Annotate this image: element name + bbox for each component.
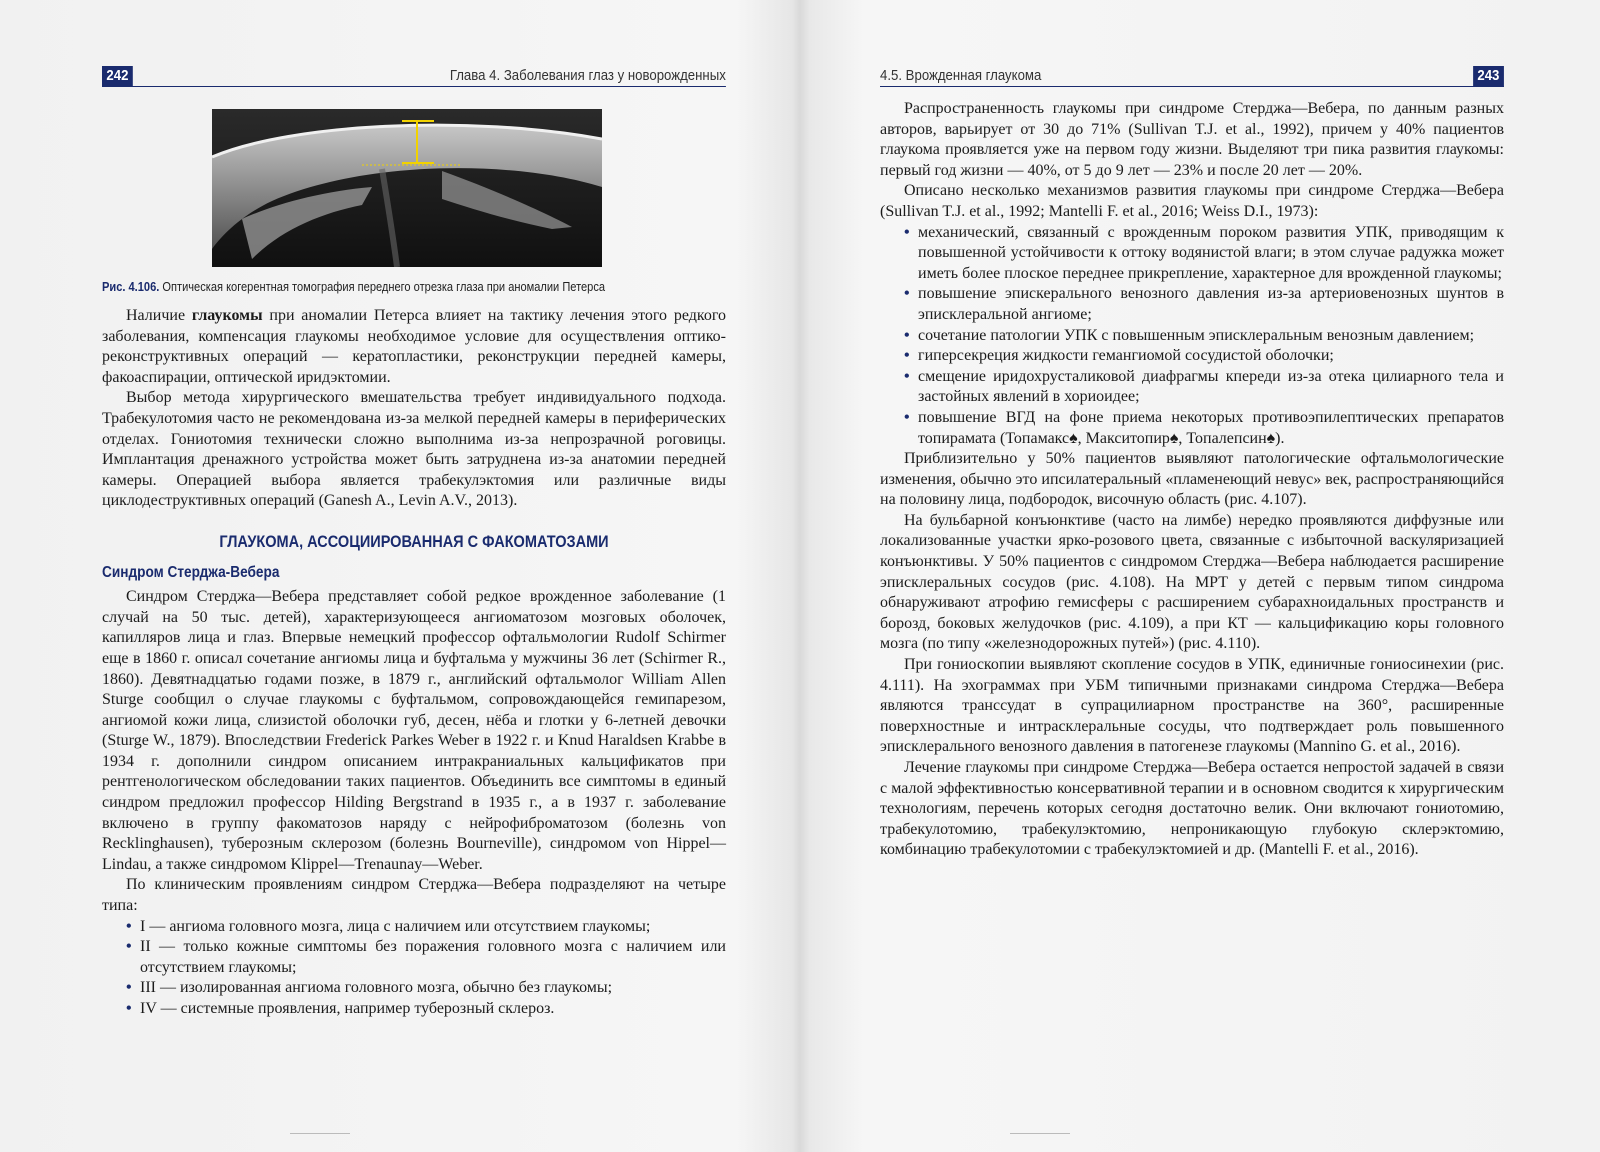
paragraph: Лечение глаукомы при синдроме Стерджа—Вебера остается непростой задачей в связи с малой эффективностью консервативной терапии и в основном сводится к хирургическим технологиям, перечень которых сегодня достаточно велик. Они включают гониотомию, трабекулотомию, трабекулэктомию, непроникающую глубокую склерэктомию, комбинацию трабекулотомии с трабекулэктомией и др. (Mantelli F. et al., 2016). [880,759,1504,859]
paragraph: Наличие глаукомы при аномалии Петерса влияет на тактику лечения этого редкого заболевания, компенсация глаукомы необходимое условие для осуществления оптико-реконструктивных операций — кератопластики, реконструкции передней камеры, факоаспирации, оптической иридэктомии. [102,307,726,386]
type-list [102,917,726,1020]
list-item: • механический, связанный с врожденным пороком развития УПК, приводящим к повышенной устойчивости к оттоку водянистой влаги; в этом случае радужка может иметь более плоское переднее прикрепление, характерное для врожденной глаукомы; [904,223,1504,285]
oct-figure [212,109,602,267]
running-head-right [880,62,1504,87]
page-number-right: 243 [1473,66,1504,87]
list-item: • III — изолированная ангиома головного мозга, обычно без глаукомы; [126,978,726,999]
left-page [102,62,726,1020]
figure-caption-label: Рис. 4.106. [102,279,160,294]
chapter-title: Глава 4. Заболевания глаз у новорожденных [449,67,726,84]
list-item: • II — только кожные симптомы без поражения головного мозга с наличием или отсутствием глаукомы; [126,937,726,978]
paragraph: Описано несколько механизмов развития глаукомы при синдроме Стерджа—Вебера (Sullivan T.J. et al., 1992; Mantelli F. et al., 2016; Weiss D.I., 1973): [880,182,1504,220]
running-head-left [102,62,726,87]
list-item: • I — ангиома головного мозга, лица с наличием или отсутствием глаукомы; [126,917,726,938]
paragraph: На бульбарной конъюнктиве (часто на лимбе) нередко проявляются диффузные или локализованные участки ярко-розового цвета, связанные с избыточной васкуляризацией конъюнктивы. У 50% пациентов с синдромом Стерджа—Вебера наблюдается расширение эписклеральных сосудов (рис. 4.108). На МРТ у детей с первым типом синдрома обнаруживают атрофию гемисферы с расширением субарахноидальных пространств и борозд, боковых желудочков (рис. 4.109), а при КТ — кальцификацию коры головного мозга (по типу «железнодорожных путей») (рис. 4.110). [880,511,1504,653]
page-edge-mark [1010,1133,1070,1134]
section-running-title: 4.5. Врожденная глаукома [880,67,1042,84]
paragraph: По клиническим проявлениям синдром Стерджа—Вебера подразделяют на четыре типа: [102,876,726,915]
list-item: • IV — системные проявления, например туберозный склероз. [126,999,726,1020]
paragraph: Распространенность глаукомы при синдроме Стерджа—Вебера, по данным разных авторов, варьирует от 30 до 71% (Sullivan T.J. et al., 1992), причем у 40% пациентов глаукома проявляется уже на первом году жизни. Выделяют три пика развития глаукомы: первый год жизни — 40%, от 5 до 9 лет — 23% и после 20 лет — 20%. [880,100,1504,179]
list-item: • смещение иридохрусталиковой диафрагмы кпереди из-за отека цилиарного тела и застойных явлений в хориоидее; [904,367,1504,408]
page-number-left: 242 [102,66,133,87]
list-item: • сочетание патологии УПК с повышенным эписклеральным венозным давлением; [904,326,1504,347]
paragraph: Синдром Стерджа—Вебера представляет собой редкое врожденное заболевание (1 случай на 50 тыс. детей), характеризующееся ангиоматозом мозговых оболочек, капилляров лица и глаз. Впервые немецкий профессор офтальмологии Rudolf Schirmer еще в 1860 г. описал сочетание ангиомы лица и буфтальма у мужчины 36 лет (Schirmer R., 1860). Девятнадцатью годами позже, в 1879 г., английский офтальмолог William Allen Sturge сообщил о случае глаукомы с буфтальмом, сопровождающейся гемипарезом, ангиомой кожи лица, слизистой оболочки губ, десен, нёба и глотки у 6-летней девочки (Sturge W., 1879). Впоследствии Frederick Parkes Weber в 1922 г. и Knud Haraldsen Krabbe в 1934 г. дополнили синдром описанием интракраниальных кальцификатов при рентгенологическом обследовании таких пациентов. Объединить все симптомы в единый синдром предложил профессор Hilding Bergstrand в 1935 г., а в 1937 г. заболевание включено в группу факоматозов наряду с нейрофиброматозом (болезнь von Recklinghausen), туберозным склерозом (болезнь Bourneville), синдромом von Hippel—Lindau, а также синдромом Klippel—Trenaunay—Weber. [102,588,726,873]
paragraph: Приблизительно у 50% пациентов выявляют патологические офтальмологические изменения, обычно это ипсилатеральный «пламенеющий невус» век, распространяющийся на половину лица, подбородок, височную область (рис. 4.107). [880,450,1504,509]
list-item: • повышение эпискерального венозного давления из-за артериовенозных шунтов в эписклеральной ангиоме; [904,284,1504,325]
bold-term: глаукомы [191,307,263,324]
paragraph: При гониоскопии выявляют скопление сосудов в УПК, единичные гониосинехии (рис. 4.111). На эхограммах при УБМ типичными признаками синдрома Стерджа—Вебера являются транссудат в супрацилиарном пространстве на 360°, расширенные поверхностные и интрасклеральные сосуды, что подтверждает роль повышенного эписклерального венозного давления в патогенезе глаукомы (Mannino G. et al., 2016). [880,656,1504,756]
list-item: • повышение ВГД на фоне приема некоторых противоэпилептических препаратов топирамата (Топамакс♠, Макситопир♠, Топалепсин♠). [904,408,1504,449]
page-edge-mark [290,1133,350,1134]
mechanism-list [880,223,1504,450]
list-item: • гиперсекреция жидкости гемангиомой сосудистой оболочки; [904,346,1504,367]
paragraph: Выбор метода хирургического вмешательства требует индивидуального подхода. Трабекулотомия часто не рекомендована из-за мелкой передней камеры в периферических отделах. Гониотомия технически сложно выполнима из-за непрозрачной роговицы. Имплантация дренажного устройства может быть затруднена из-за анатомии передней камеры. Операцией выбора является трабекулэктомия или различные виды циклодеструктивных операций (Ganesh A., Levin A.V., 2013). [102,389,726,510]
subsection-title: Синдром Стерджа-Вебера [102,563,280,581]
section-title: ГЛАУКОМА, АССОЦИИРОВАННАЯ С ФАКОМАТОЗАМИ [219,532,609,551]
figure-caption-text: Оптическая когерентная томография переднего отрезка глаза при аномалии Петерса [162,279,606,294]
oct-image [212,109,602,267]
left-body-text [102,306,726,1020]
figure-caption [102,279,726,294]
right-page [880,62,1504,861]
right-body-text [880,99,1504,861]
